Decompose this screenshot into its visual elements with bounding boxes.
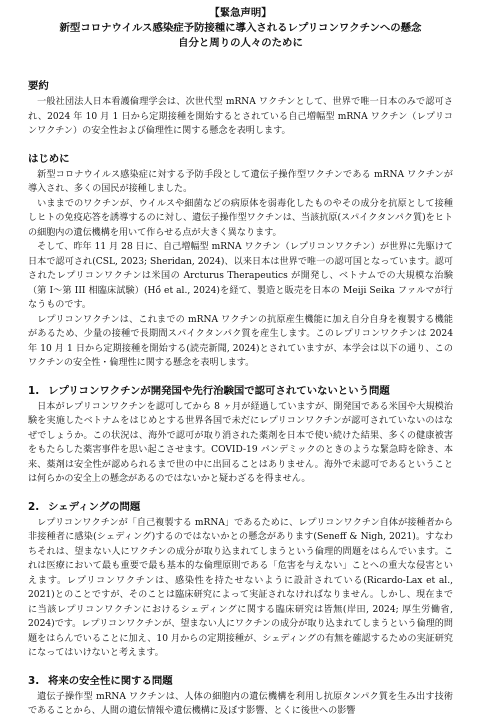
section-2 (28, 500, 453, 661)
section-3-number: 3. (28, 674, 40, 687)
section-2-heading (28, 500, 453, 514)
intro-paragraph: 新型コロナウイルス感染症に対する予防手段として遺伝子操作型ワクチンである mRNA ワクチンが導入され、多くの国民が接種しました。 (28, 169, 453, 194)
section-1 (28, 384, 453, 487)
section-2-number: 2. (28, 500, 40, 513)
intro-section (28, 152, 453, 371)
abstract-paragraph: 一般社団法人日本看護倫理学会は、次世代型 mRNA ワクチンとして、世界で唯一日本のみで認可され、2024 年 10 月 1 日から定期接種を開始するとされている自己増幅型 mRNA ワクチン（レプリコンワクチン）の安全性および倫理性に関する懸念を表明します。 (28, 97, 453, 136)
section-2-paragraph: レプリコンワクチンが「自己複製する mRNA」であるために、レプリコンワクチン自体が接種者から非接種者に感染(シェディング)するのではないかとの懸念があります(Seneff & Nigh, 2021)。すなわちそれは、望まない人にワクチンの成分が取り込まれてしまうという倫理的問題をはらんでいます。これは医療において最も重要で最も基本的な倫理原則である「危害を与えない」ことへの重大な侵害といえます。レプリコンワクチンは、感染性を持たせないように設計されている(Ricardo-Lax et al., 2021)とのことですが、そのことは臨床研究によって実証されなければなりません。しかし、現在までに当該レプリコンワクチンにおけるシェディングに関する臨床研究は皆無(岸田, 2024; 厚生労働省, 2024)です。レプリコンワクチンが、望まない人にワクチンの成分が取り込まれてしまうという倫理的問題をはらんでいることに加え、10 月からの定期接種が、シェディングの有無を確認するための実証研究になってはいけないと考えます。 (28, 517, 453, 658)
title-line-3: 自分と周りの人々のために (178, 37, 303, 49)
title-line-1: 【緊急声明】 (209, 7, 272, 19)
section-1-paragraph: 日本がレプリコンワクチンを認可してから 8 ヶ月が経過していますが、開発国である米国や大規模治験を実施したベトナムをはじめとする世界各国で未だにレプリコンワクチンが認可されていないのはなぜでしょうか。この状況は、海外で認可が取り消された薬剤を日本で使い続けた結果、多くの健康被害をもたらした薬害事件を思い起こさせます。COVID-19 パンデミックのときのような緊急時を除き、本来、薬剤は安全性が認められるまで世の中に出回ることはありません。海外で未認可であるということは何らかの安全上の懸念があるのではないかと疑わざるを得ません。 (28, 401, 453, 484)
section-2-title: シェディングの問題 (48, 500, 141, 513)
intro-paragraph: レプリコンワクチンは、これまでの mRNA ワクチンの抗原産生機能に加え自分自身を複製する機能があるため、少量の接種で長期間スパイクタンパク質を産生します。このレプリコンワクチンは 2024 年 10 月 1 日から定期接種を開始する(読売新聞, 2024)とされていますが、本学会は以下の通り、このワクチンの安全性・倫理性に関する懸念を表明します。 (28, 314, 453, 368)
intro-heading: はじめに (28, 152, 70, 165)
abstract-section (28, 79, 453, 139)
section-1-number: 1. (28, 384, 40, 397)
section-3-paragraph: 遺伝子操作型 mRNA ワクチンは、人体の細胞内の遺伝機構を利用し抗原タンパク質を生み出す技術であることから、人間の遺伝情報や遺伝機構に及ぼす影響、とくに後世への影響 (28, 691, 453, 716)
section-3-title: 将来の安全性に関する問題 (48, 674, 173, 687)
intro-paragraph: いままでのワクチンが、ウイルスや細菌などの病原体を弱毒化したものやその成分を抗原として接種しヒトの免疫応答を誘導するのに対し、遺伝子操作型ワクチンは、当該抗原(スパイクタンパク質)をヒトの細胞内の遺伝機構を用いて作らせる点が大きく異なります。 (28, 198, 453, 238)
section-1-heading (28, 384, 453, 398)
section-3 (28, 674, 453, 719)
section-3-heading (28, 674, 453, 688)
statement-title (28, 6, 453, 51)
section-1-title: レプリコンワクチンが開発国や先行治験国で認可されていないという問題 (48, 384, 390, 397)
intro-paragraph: そして、昨年 11 月 28 日に、自己増幅型 mRNA ワクチン（レプリコンワクチン）が世界に先駆けて日本で認可され(CSL, 2023; Sheridan, 2024)、以来日本は世界で唯一の認可国となっています。認可されたレプリコンワクチンは米国の Arcturus Therapeutics が開発し、ベトナムでの大規模な治験（第 I〜第 III 相臨床試験）(Hồ et al., 2024)を経て、製造と販売を日本の Meiji Seika ファルマが行なうものです。 (28, 242, 453, 310)
title-line-2: 新型コロナウイルス感染症予防接種に導入されるレプリコンワクチンへの懸念 (59, 22, 422, 34)
abstract-heading: 要約 (28, 80, 49, 92)
